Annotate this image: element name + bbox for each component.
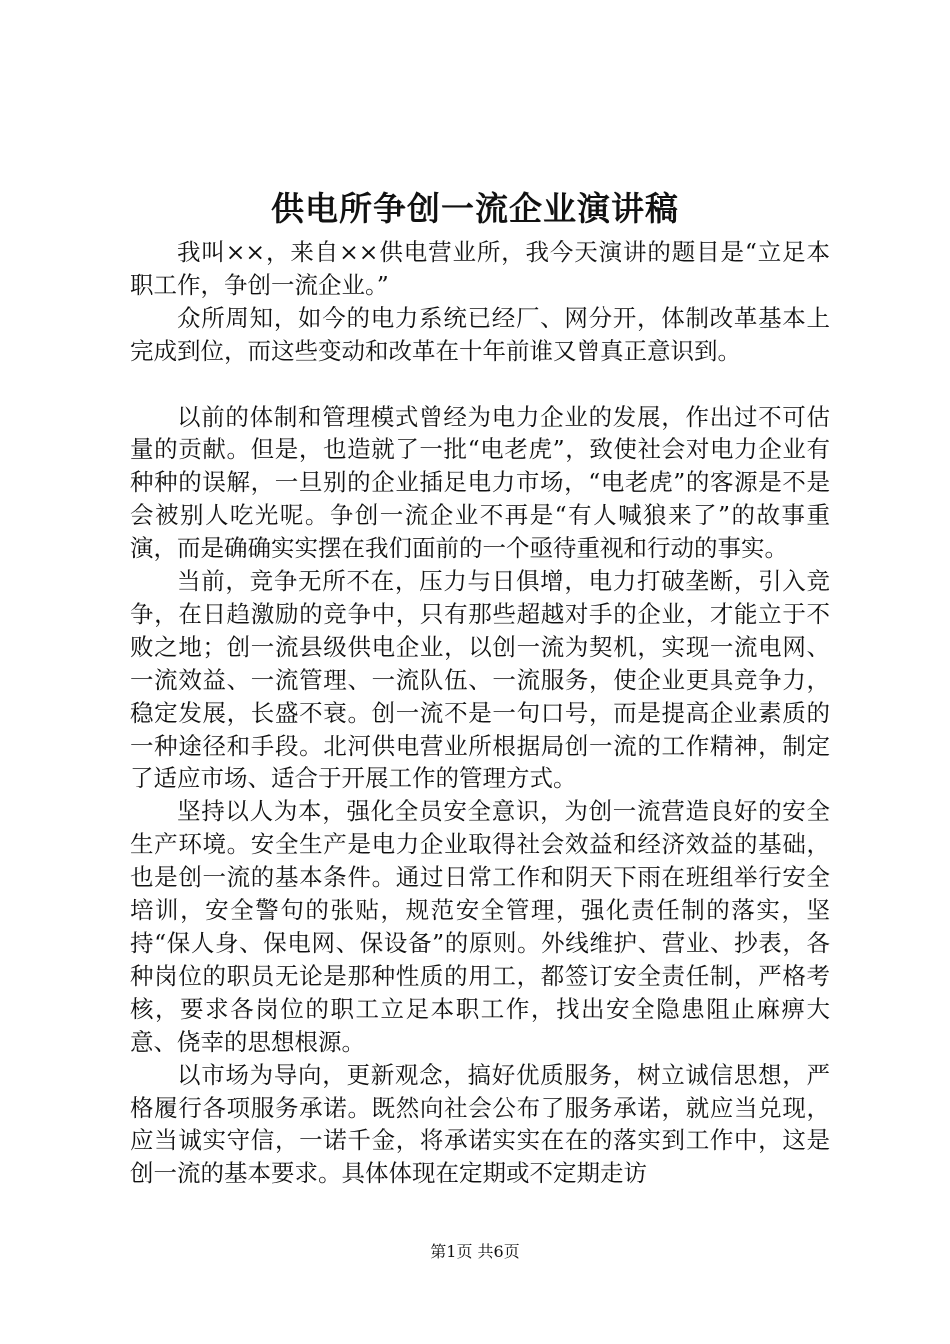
paragraph: 坚持以人为本，强化全员安全意识，为创一流营造良好的安全生产环境。安全生产是电力企业取得社会效益和经济效益的基础，也是创一流的基本条件。通过日常工作和阴天下雨在班组举行安全培训，安全警句的张贴，规范安全管理，强化责任制的落实，坚持“保人身、保电网、保设备”的原则。外线维护、营业、抄表，各种岗位的职员无论是那种性质的用工，都签订安全责任制，严格考核，要求各岗位的职工立足本职工作，找出安全隐患阻止麻痹大意、侥幸的思想根源。 <box>130 797 830 1056</box>
document-title: 供电所争创一流企业演讲稿 <box>271 189 679 228</box>
paragraph: 众所周知，如今的电力系统已经厂、网分开，体制改革基本上完成到位，而这些变动和改革在十年前谁又曾真正意识到。 <box>130 303 830 365</box>
paragraph: 我叫××，来自××供电营业所，我今天演讲的题目是“立足本职工作，争创一流企业。” <box>130 238 830 299</box>
document-body <box>130 236 830 1190</box>
paragraph: 当前，竞争无所不在，压力与日俱增，电力打破垄断，引入竞争，在日趋激励的竞争中，只有那些超越对手的企业，才能立于不败之地；创一流县级供电企业，以创一流为契机，实现一流电网、一流效益、一流管理、一流队伍、一流服务，使企业更具竞争力，稳定发展，长盛不衰。创一流不是一句口号，而是提高企业素质的一种途径和手段。北河供电营业所根据局创一流的工作精神，制定了适应市场、适合于开展工作的管理方式。 <box>130 567 830 793</box>
page-number-footer: 第1页 共6页 <box>430 1242 520 1261</box>
paragraph: 以前的体制和管理模式曾经为电力企业的发展，作出过不可估量的贡献。但是，也造就了一批“电老虎”，致使社会对电力企业有种种的误解，一旦别的企业插足电力市场，“电老虎”的客源是不是会被别人吃光呢。争创一流企业不再是“有人喊狼来了”的故事重演，而是确确实实摆在我们面前的一个亟待重视和行动的事实。 <box>130 402 830 563</box>
paragraph: 以市场为导向，更新观念，搞好优质服务，树立诚信思想，严格履行各项服务承诺。既然向社会公布了服务承诺，就应当兑现，应当诚实守信，一诺千金，将承诺实实在在的落实到工作中，这是创一流的基本要求。具体体现在定期或不定期走访 <box>130 1060 830 1188</box>
